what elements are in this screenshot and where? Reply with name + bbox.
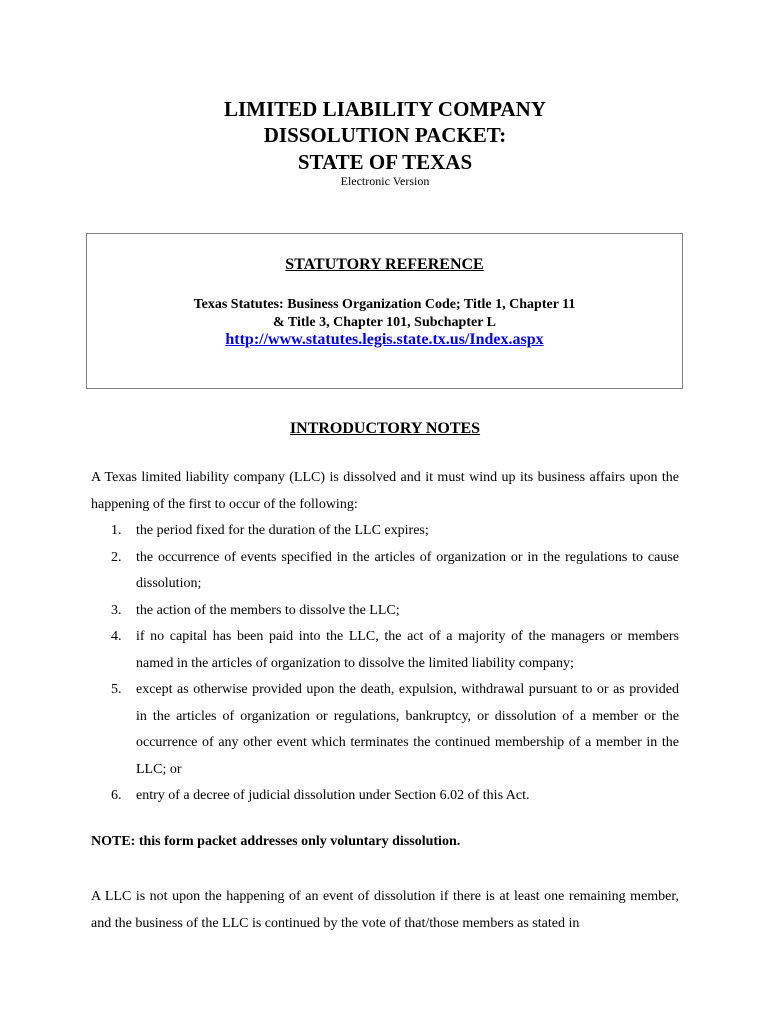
list-item-number: 6. bbox=[111, 788, 122, 803]
list-item-number: 3. bbox=[111, 602, 122, 618]
list-item-text: the period fixed for the duration of the LLC expires; bbox=[136, 523, 429, 538]
list-item-number: 4. bbox=[111, 629, 122, 644]
list-item-number: 2. bbox=[111, 549, 122, 565]
list-item bbox=[91, 783, 679, 810]
list-item-number: 1. bbox=[111, 523, 122, 538]
list-item-text: entry of a decree of judicial dissolution under Section 6.02 of this Act. bbox=[136, 788, 530, 803]
list-item bbox=[91, 518, 679, 545]
statutory-reference-heading: STATUTORY REFERENCE bbox=[285, 256, 484, 273]
statutes-link[interactable]: http://www.statutes.legis.state.tx.us/Index.aspx bbox=[225, 331, 544, 348]
list-item bbox=[91, 545, 679, 598]
voluntary-dissolution-note: NOTE: this form packet addresses only voluntary dissolution. bbox=[91, 834, 461, 849]
intro-paragraph: A Texas limited liability company (LLC) is dissolved and it must wind up its business affairs upon the happening of the first to occur of the following: bbox=[91, 470, 679, 512]
statute-citation-line-2: & Title 3, Chapter 101, Subchapter L bbox=[273, 315, 496, 330]
list-item-text: if no capital has been paid into the LLC, the act of a majority of the managers or members named in the articles of organization to dissolve the limited liability company; bbox=[136, 629, 679, 671]
list-item bbox=[91, 677, 679, 783]
list-item-number: 5. bbox=[111, 682, 122, 697]
dissolution-events-list bbox=[91, 518, 679, 810]
list-item-text: the action of the members to dissolve the LLC; bbox=[136, 602, 400, 618]
document-title-line-1: LIMITED LIABILITY COMPANY bbox=[223, 97, 547, 121]
statute-citation-line-1: Texas Statutes: Business Organization Code; Title 1, Chapter 11 bbox=[193, 297, 576, 312]
list-item bbox=[91, 598, 679, 625]
list-item bbox=[91, 624, 679, 677]
closing-paragraph: A LLC is not upon the happening of an event of dissolution if there is at least one remaining member, and the business of the LLC is continued by the vote of that/those members as stated in bbox=[91, 889, 679, 931]
document-title-line-2: DISSOLUTION PACKET: bbox=[263, 123, 507, 147]
document-title-line-3: STATE OF TEXAS bbox=[297, 150, 473, 174]
introductory-notes-heading: INTRODUCTORY NOTES bbox=[289, 420, 481, 437]
document-subtitle: Electronic Version bbox=[340, 174, 430, 188]
list-item-text: except as otherwise provided upon the death, expulsion, withdrawal pursuant to or as provided in the articles of organization or regulations, bankruptcy, or dissolution of a member or the occurrence of any other event which terminates the continued membership of a member in the LLC; or bbox=[136, 682, 679, 777]
statutory-reference-box bbox=[86, 233, 683, 389]
list-item-text: the occurrence of events specified in the articles of organization or in the regulations to cause dissolution; bbox=[136, 549, 679, 591]
